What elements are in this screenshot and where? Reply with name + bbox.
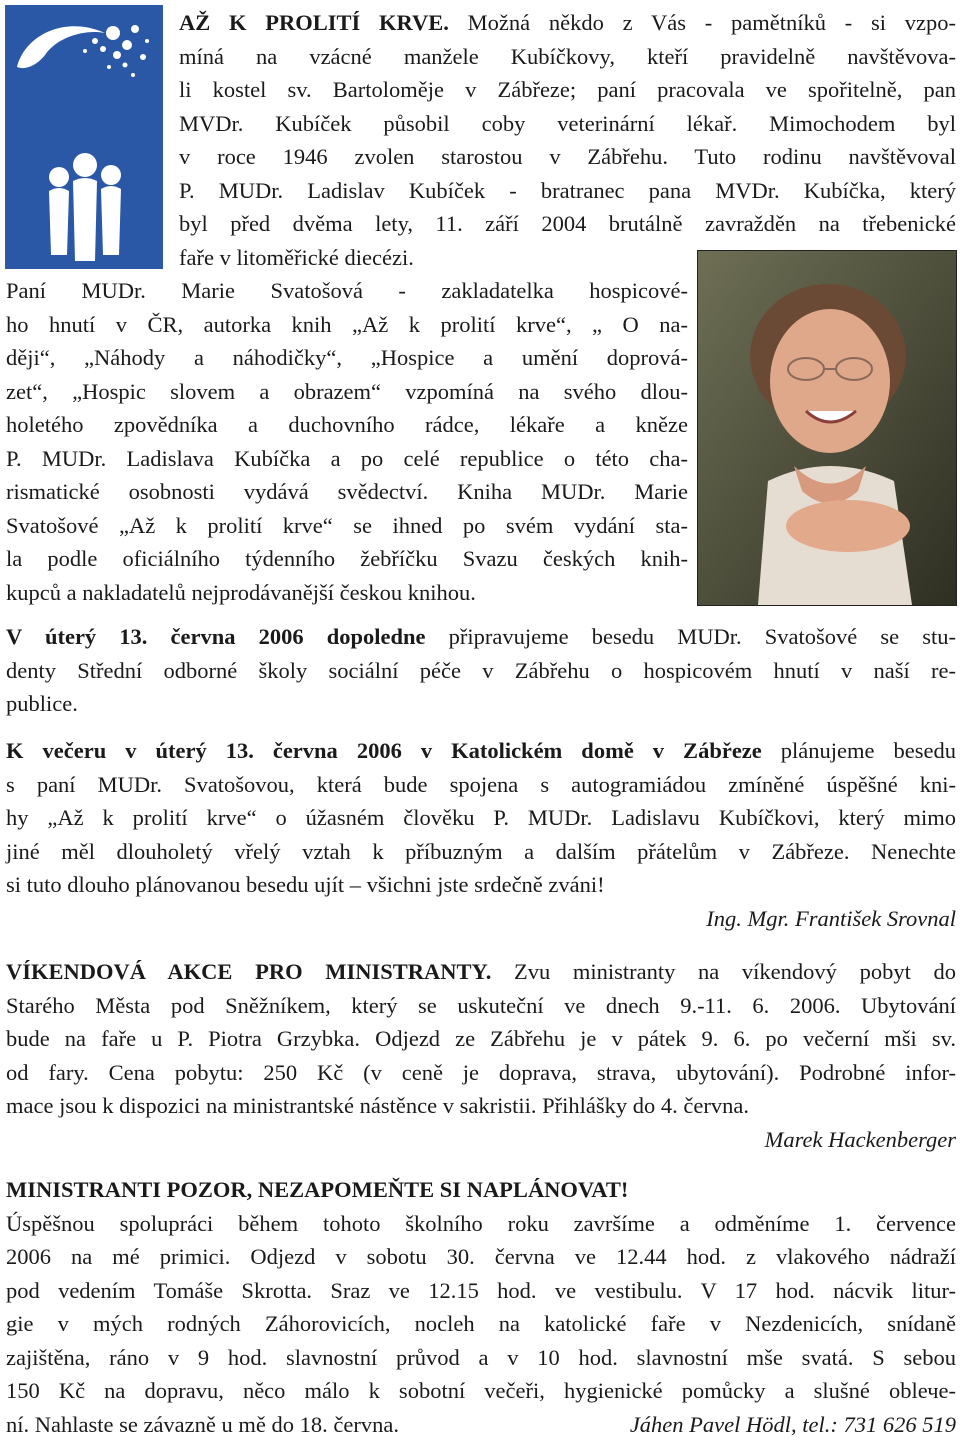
article1-intro-line: míná na vzácné manžele Kubíčkovy, kteří pravidelně navštěvova- bbox=[179, 43, 956, 69]
article2-line: mace jsou k dispozici na ministrantské nástěnce v sakristii. Přihlášky do 4. června. bbox=[6, 1093, 749, 1118]
article3-last-line bbox=[6, 1408, 956, 1442]
article1-body-line: ději“, „Náhody a náhodičky“, „Hospice a umění doprová- bbox=[6, 345, 688, 370]
article1-body-line: la podle oficiálního týdenního žebříčku Svazu českých knih- bbox=[6, 546, 688, 571]
event1-line: publice. bbox=[6, 691, 78, 716]
article1-body-line: Paní MUDr. Marie Svatošová - zakladatelka hospicové- bbox=[6, 278, 688, 303]
article2-line: od fary. Cena pobytu: 250 Kč (v ceně je doprava, strava, ubytování). Podrobné infor- bbox=[6, 1059, 956, 1085]
article3-line: pod vedením Tomáše Skrotta. Sraz ve 12.15 hod. ve vestibulu. V 17 hod. nácvik litur- bbox=[6, 1277, 956, 1303]
article1-intro-line: li kostel sv. Bartoloměje v Zábřeze; paní pracovala ve spořitelně, pan bbox=[179, 77, 956, 102]
event2-line: si tuto dlouho plánovanou besedu ujít – všichni jste srdečně zváni! bbox=[6, 872, 605, 897]
article1-body-line: ho hnutí v ČR, autorka knih „Až k prolití krve“, „ O na- bbox=[6, 311, 688, 337]
article2-line: Starého Města pod Sněžníkem, který se uskuteční ve dnech 9.-11. 6. 2006. Ubytování bbox=[6, 992, 956, 1018]
article2-line: VÍKENDOVÁ AKCE PRO MINISTRANTY. Zvu ministranty na víkendový pobyt do bbox=[6, 959, 956, 984]
woman-portrait-photo bbox=[697, 250, 957, 606]
event1-line: denty Střední odborné školy sociální péče v Zábřehu o hospicovém hnutí v naší re- bbox=[6, 657, 956, 683]
article1-body-line: rismatické osobnosti vydává svědectví. Kniha MUDr. Marie bbox=[6, 479, 688, 504]
article1-body-line: zet“, „Hospic slovem a obrazem“ vzpomíná na svého dlou- bbox=[6, 378, 688, 404]
article2-text bbox=[6, 955, 956, 1156]
article2-line: bude na faře u P. Piotra Grzybka. Odjezd ze Zábřehu je v pátek 9. 6. po večerní mši sv. bbox=[6, 1026, 956, 1051]
article1-intro-line: P. MUDr. Ladislav Kubíček - bratranec pana MVDr. Kubíčka, který bbox=[179, 177, 956, 203]
article3-signature: Jáhen Pavel Hödl, tel.: 731 626 519 bbox=[629, 1411, 956, 1437]
article1-body-line: Svatošové „Až k prolití krve“ se ihned po svém vydání sta- bbox=[6, 512, 688, 538]
event1-line: V úterý 13. června 2006 dopoledne připravujeme besedu MUDr. Svatošové se stu- bbox=[6, 624, 957, 649]
article3-line: gie v mých rodných Záhorovicích, nocleh na katolické faře v Nezdenicích, snídaně bbox=[6, 1311, 956, 1336]
article1-intro bbox=[179, 6, 956, 274]
event2-date: K večeru v úterý 13. června 2006 v Katolickém domě v Zábřeze bbox=[6, 738, 762, 763]
article3-text bbox=[6, 1173, 956, 1441]
article3-line: Úspěšnou spolupráci během tohoto školního roku završíme a odměníme 1. července bbox=[6, 1210, 956, 1236]
event2-text bbox=[6, 734, 956, 935]
event2-signature: Ing. Mgr. František Srovnal bbox=[706, 905, 956, 931]
article1-intro-line: faře v litoměřické diecézi. bbox=[179, 244, 414, 270]
event1-text bbox=[6, 620, 956, 721]
article3-heading: MINISTRANTI POZOR, NEZAPOMEŇTE SI NAPLÁNOVAT! bbox=[6, 1177, 629, 1202]
parish-logo-icon bbox=[5, 5, 163, 269]
article1-body-line: kupců a nakladatelů nejprodávanější českou knihou. bbox=[6, 579, 476, 605]
event2-line: K večeru v úterý 13. června 2006 v Katolickém domě v Zábřeze plánujeme besedu bbox=[6, 738, 956, 763]
article3-line: 2006 na mé primici. Odjezd v sobotu 30. června ve 12.44 hod. z vlakového nádraží bbox=[6, 1244, 956, 1269]
article1-body-line: holetého zpovědníka a duchovního rádce, lékaře a kněze bbox=[6, 412, 688, 437]
event2-line: hy „Až k prolití krve“ o úžasném člověku P. MUDr. Ladislavu Kubíčkovi, který mimo bbox=[6, 805, 956, 830]
article3-line: zajištěna, ráno v 9 hod. slavnostní průvod a v 10 hod. slavnostní mše svatá. S sebou bbox=[6, 1344, 956, 1370]
article1-intro-line: AŽ K PROLITÍ KRVE. Možná někdo z Vás - pamětníků - si vzpo- bbox=[179, 10, 956, 35]
article3-line: ní. Nahlaste se závazně u mě do 18. června. bbox=[6, 1411, 399, 1437]
article1-intro-line: v roce 1946 zvolen starostou v Zábřehu. Tuto rodinu navštěvoval bbox=[179, 144, 956, 169]
article1-body-line: P. MUDr. Ladislava Kubíčka a po celé republice o této cha- bbox=[6, 445, 688, 471]
article1-intro-line: MVDr. Kubíček působil coby veterinární lékař. Mimochodem byl bbox=[179, 110, 956, 136]
article1-intro-line: byl před dvěma lety, 11. září 2004 brutálně zavražděn na třebenické bbox=[179, 211, 956, 236]
article2-signature: Marek Hackenberger bbox=[764, 1126, 956, 1152]
article1-heading: AŽ K PROLITÍ KRVE. bbox=[179, 10, 449, 35]
event2-line: jiné měl dlouholetý vřelý vztah k příbuzným a dalším přátelům v Zábřeze. Nenechte bbox=[6, 838, 956, 864]
article2-heading: VÍKENDOVÁ AKCE PRO MINISTRANTY. bbox=[6, 959, 492, 984]
event1-date: V úterý 13. června 2006 dopoledne bbox=[6, 624, 426, 649]
article1-body bbox=[6, 274, 688, 609]
event2-line: s paní MUDr. Svatošovou, která bude spojena s autogramiádou zmíněné úspěšné kni- bbox=[6, 771, 956, 797]
article3-line: 150 Kč na dopravu, něco málo k sobotní večeři, hygienické pomůcky a slušné oblече- bbox=[6, 1378, 956, 1403]
